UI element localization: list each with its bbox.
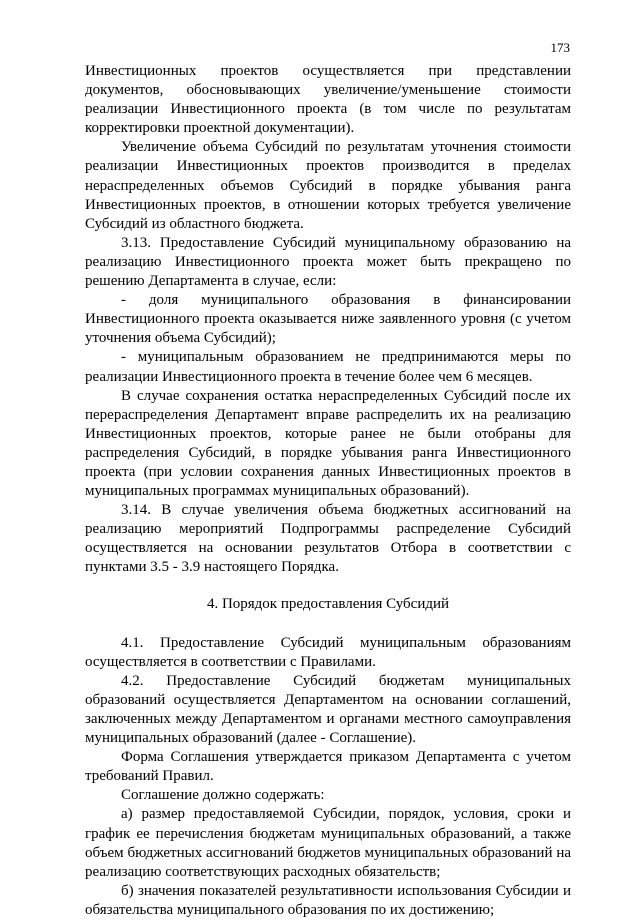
section-heading: 4. Порядок предоставления Субсидий [206, 595, 450, 612]
paragraph-3-13: 3.13. Предоставление Субсидий муниципальному образованию на реализацию Инвестиционного проекта может быть прекращено по решению Департамента в случае, если: [85, 234, 571, 290]
paragraph: Соглашение должно содержать: [121, 787, 325, 804]
paragraph: В случае сохранения остатка нераспределенных Субсидий после их перераспределения Департамент вправе распределить их на реализацию Инвестиционных проектов, которые ранее не были отобраны для распределения Субсидий, в порядке убывания ранга Инвестиционного проекта (при условии сохранения данных Инвестиционных проектов в муниципальных программах муниципальных образований). [85, 387, 571, 500]
list-item-b: б) значения показателей результативности использования Субсидии и обязательства муниципального образования по их достижению; [85, 882, 571, 918]
paragraph-4-2: 4.2. Предоставление Субсидий бюджетам муниципальных образований осуществляется Департаментом на основании соглашений, заключенных между Департаментом и органами местного самоуправления муниципальных образований (далее - Соглашение). [85, 672, 571, 747]
list-item-a: а) размер предоставляемой Субсидии, порядок, условия, сроки и график ее перечисления бюджетам муниципальных образований, а также объем бюджетных ассигнований бюджетов муниципальных образований на реализацию соответствующих расходных обязательств; [85, 806, 571, 880]
document-body [85, 62, 571, 920]
paragraph-4-1: 4.1. Предоставление Субсидий муниципальным образованиям осуществляется в соответствии с Правилами. [85, 634, 571, 670]
page-number: 173 [550, 40, 570, 55]
list-item: - доля муниципального образования в финансировании Инвестиционного проекта оказывается ниже заявленного уровня (с учетом уточнения объема Субсидий); [85, 292, 571, 347]
list-item: - муниципальным образованием не предпринимаются меры по реализации Инвестиционного проекта в течение более чем 6 месяцев. [85, 349, 571, 385]
paragraph-3-14: 3.14. В случае увеличения объема бюджетных ассигнований на реализацию мероприятий Подпрограммы распределение Субсидий осуществляется на основании результатов Отбора в соответствии с пунктами 3.5 - 3.9 настоящего Порядка. [85, 502, 571, 576]
paragraph: Увеличение объема Субсидий по результатам уточнения стоимости реализации Инвестиционных проектов производится в пределах нераспределенных объемов Субсидий в порядке убывания ранга Инвестиционных проектов, в отношении которых требуется увеличение Субсидий из областного бюджета. [85, 139, 571, 232]
paragraph: Форма Соглашения утверждается приказом Департамента с учетом требований Правил. [85, 749, 571, 785]
paragraph: Инвестиционных проектов осуществляется при представлении документов, обосновывающих увеличение/уменьшение стоимости реализации Инвестиционного проекта (в том числе по результатам корректировки проектной документации). [85, 63, 571, 137]
